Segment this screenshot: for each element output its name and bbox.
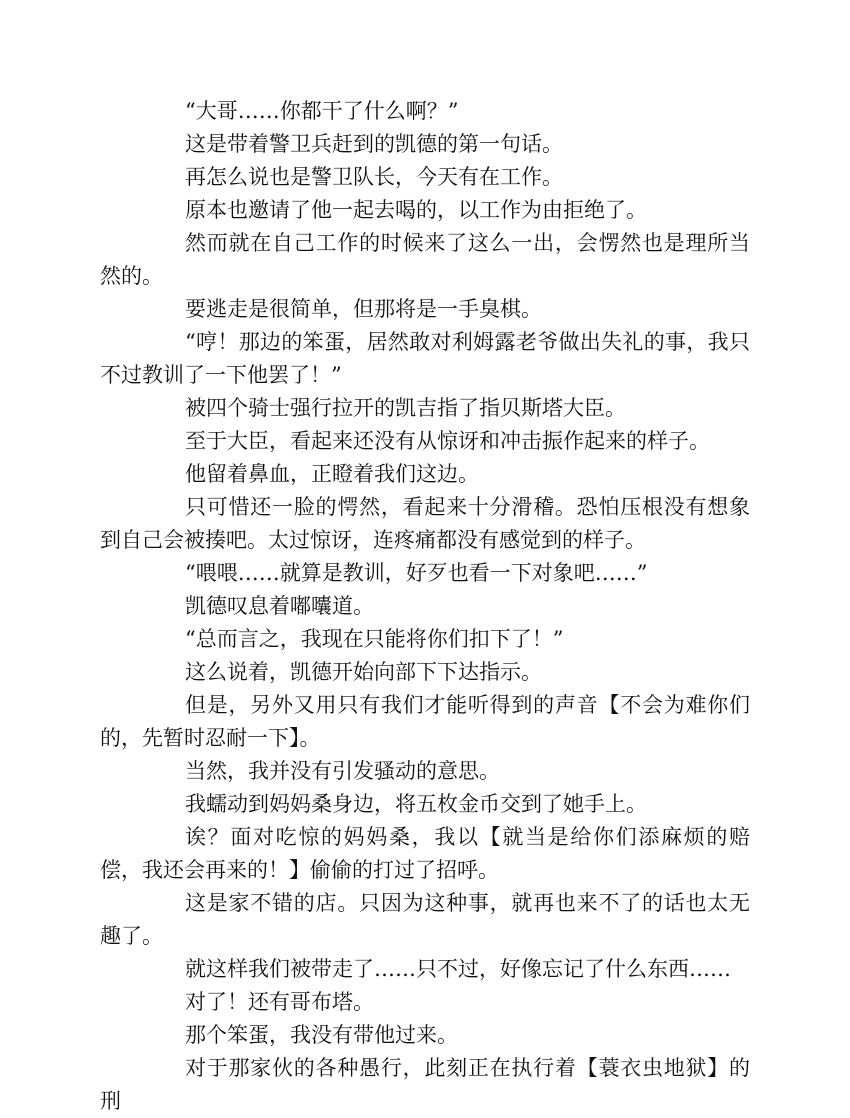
paragraph: 他留着鼻血，正瞪着我们这边。 xyxy=(185,462,479,486)
paragraph: 对了！还有哥布塔。 xyxy=(185,990,374,1014)
paragraph: 就这样我们被带走了……只不过，好像忘记了什么东西…… xyxy=(185,957,731,981)
paragraph: 被四个骑士强行拉开的凯吉指了指贝斯塔大臣。 xyxy=(185,396,626,420)
paragraph: 再怎么说也是警卫队长，今天有在工作。 xyxy=(185,165,563,189)
paragraph: “喂喂……就算是教训，好歹也看一下对象吧……” xyxy=(185,561,648,585)
paragraph: “哼！那边的笨蛋，居然敢对利姆露老爷做出失礼的事，我只不过教训了一下他罢了！” xyxy=(100,330,750,387)
paragraph: 诶？面对吃惊的妈妈桑，我以【就当是给你们添麻烦的赔偿，我还会再来的！】偷偷的打过了招呼。 xyxy=(100,825,750,882)
paragraph: 凯德叹息着嘟囔道。 xyxy=(185,594,374,618)
paragraph: 当然，我并没有引发骚动的意思。 xyxy=(185,759,500,783)
document-body xyxy=(100,95,750,1118)
paragraph: 这么说着，凯德开始向部下下达指示。 xyxy=(185,660,542,684)
paragraph: 原本也邀请了他一起去喝的，以工作为由拒绝了。 xyxy=(185,198,647,222)
paragraph: 这是家不错的店。只因为这种事，就再也来不了的话也太无趣了。 xyxy=(100,891,750,948)
paragraph: 要逃走是很简单，但那将是一手臭棋。 xyxy=(185,297,542,321)
paragraph: 对于那家伙的各种愚行，此刻正在执行着【蓑衣虫地狱】的刑 xyxy=(100,1056,750,1113)
paragraph: “总而言之，我现在只能将你们扣下了！” xyxy=(185,627,564,651)
paragraph: 那个笨蛋，我没有带他过来。 xyxy=(185,1023,458,1047)
paragraph: “大哥……你都干了什么啊？” xyxy=(185,99,459,123)
paragraph: 然而就在自己工作的时候来了这么一出，会愣然也是理所当然的。 xyxy=(100,231,750,288)
paragraph: 至于大臣，看起来还没有从惊讶和冲击振作起来的样子。 xyxy=(185,429,710,453)
paragraph: 只可惜还一脸的愕然，看起来十分滑稽。恐怕压根没有想象到自己会被揍吧。太过惊讶，连疼痛都没有感觉到的样子。 xyxy=(100,495,750,552)
paragraph: 这是带着警卫兵赶到的凯德的第一句话。 xyxy=(185,132,563,156)
paragraph: 我蠕动到妈妈桑身边，将五枚金币交到了她手上。 xyxy=(185,792,647,816)
paragraph: 但是，另外又用只有我们才能听得到的声音【不会为难你们的，先暂时忍耐一下】。 xyxy=(100,693,750,750)
